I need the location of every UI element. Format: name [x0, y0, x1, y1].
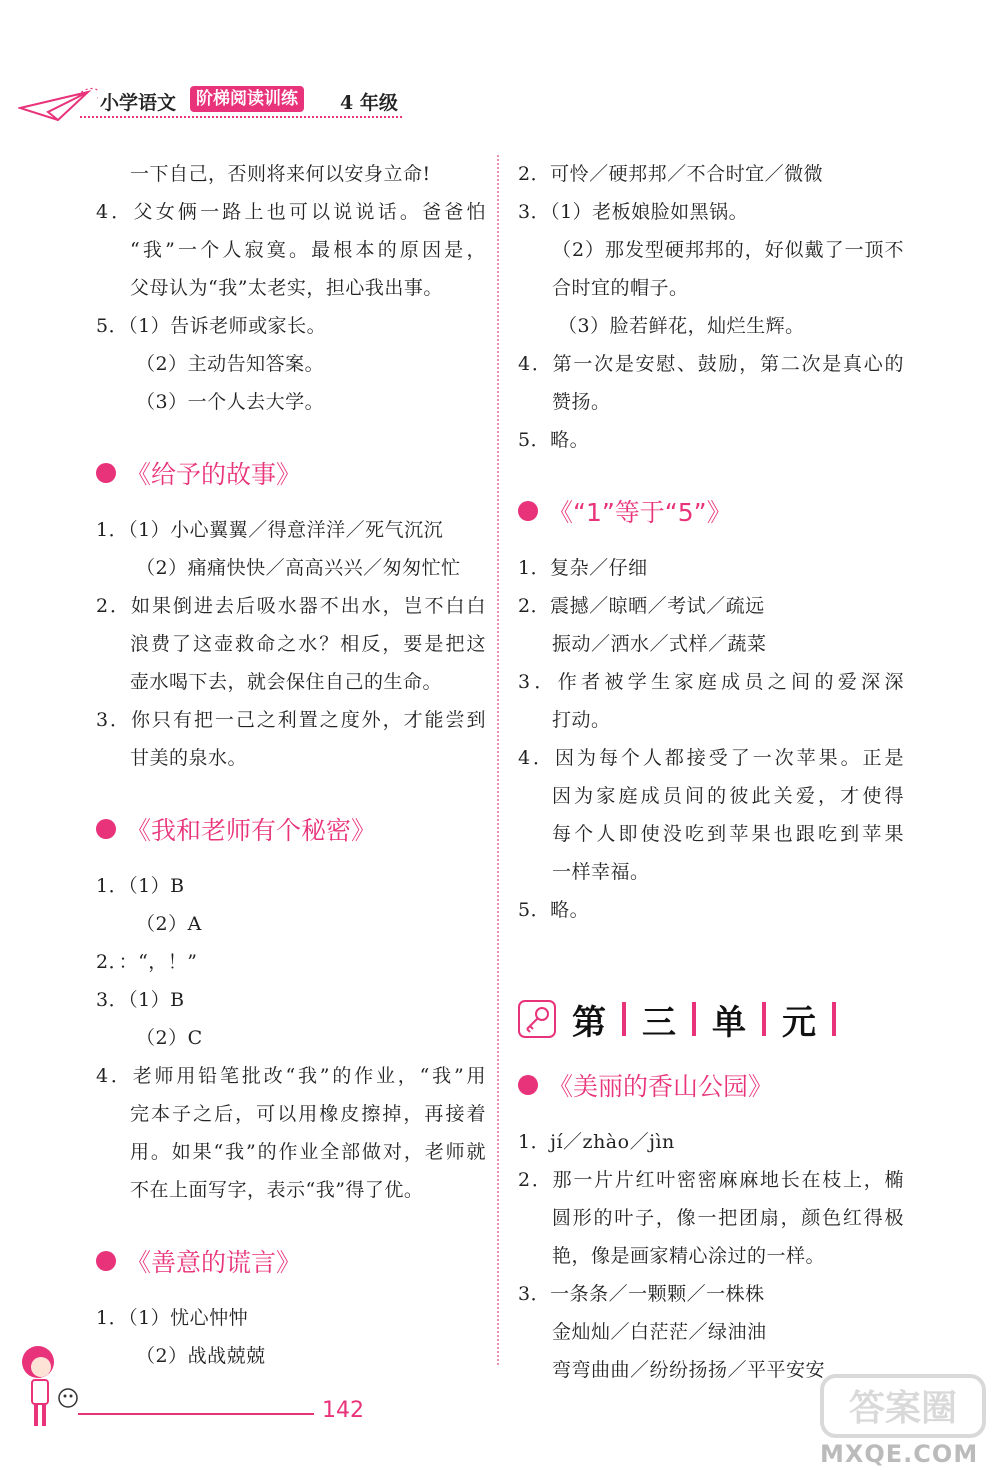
text-line: （2）痛痛快快／高高兴兴／匆匆忙忙 — [136, 557, 461, 579]
section-title: 《我和老师有个秘密》 — [126, 816, 377, 845]
bullet-dot-icon — [518, 1075, 538, 1095]
text-line: 1．（1）小心翼翼／得意洋洋／死气沉沉 — [96, 519, 444, 541]
bullet-dot-icon — [96, 463, 116, 483]
text-line: （3）一个人去大学。 — [136, 391, 325, 413]
text-line: （2）战战兢兢 — [136, 1345, 266, 1367]
key-icon — [518, 1000, 556, 1038]
text-line: （2）主动告知答案。 — [136, 353, 325, 375]
text-line: 1．（1）忧心忡忡 — [96, 1307, 249, 1329]
section-heading — [96, 1233, 486, 1289]
page-number: 142 — [322, 1398, 364, 1423]
text-line: 壶水喝下去，就会保住自己的生命。 — [130, 671, 443, 693]
text-line: 3．（1）B — [96, 989, 185, 1011]
text-line: 打动。 — [552, 709, 611, 731]
section-title: 《“1”等于“5”》 — [548, 498, 732, 527]
text-line: 1．jí／zhào／jìn — [518, 1131, 675, 1153]
text-line: 不在上面写字，表示“我”得了优。 — [130, 1179, 424, 1201]
text-line: 4．父女俩一路上也可以说说话。爸爸怕 — [96, 201, 486, 223]
text-line: 浪费了这壶救命之水？相反，要是把这 — [130, 633, 486, 655]
section-title: 《美丽的香山公园》 — [548, 1072, 774, 1101]
text-line: 一样幸福。 — [552, 861, 650, 883]
unit-char: 三 — [642, 1002, 676, 1043]
girl-illustration-icon — [10, 1340, 90, 1440]
text-line: 3．作者被学生家庭成员之间的爱深深 — [518, 671, 904, 693]
left-column — [96, 155, 486, 1375]
text-line: 父母认为“我”太老实，担心我出事。 — [130, 277, 443, 299]
text-line: 3．你只有把一己之利置之度外，才能尝到 — [96, 709, 486, 731]
text-line: 每个人即使没吃到苹果也跟吃到苹果 — [552, 823, 904, 845]
text-line: 甘美的泉水。 — [130, 747, 248, 769]
text-line: 2．如果倒进去后吸水器不出水，岂不白白 — [96, 595, 486, 617]
text-line: 因为家庭成员间的彼此关爱，才使得 — [552, 785, 904, 807]
text-line: 赞扬。 — [552, 391, 611, 413]
svg-text:答案圈: 答案圈 — [848, 1388, 958, 1429]
text-line: 用。如果“我”的作业全部做对，老师就 — [130, 1141, 486, 1163]
header-series-badge: 阶梯阅读训练 — [190, 86, 304, 112]
unit-heading — [518, 987, 904, 1051]
section-heading — [96, 445, 486, 501]
text-line: 4．老师用铅笔批改“我”的作业，“我”用 — [96, 1065, 486, 1087]
text-line: （2）A — [136, 913, 202, 935]
header-divider — [80, 116, 402, 118]
header-subject: 小学语文 — [100, 92, 177, 114]
paper-plane-icon — [18, 86, 98, 126]
text-line: 2．：“，！” — [96, 951, 198, 973]
text-line: 4．因为每个人都接受了一次苹果。正是 — [518, 747, 904, 769]
text-line: 振动／洒水／式样／蔬菜 — [552, 633, 767, 655]
section-title: 《善意的谎言》 — [126, 1248, 302, 1277]
section-heading — [518, 483, 904, 539]
unit-char: 第 — [572, 1002, 606, 1043]
section-heading — [96, 801, 486, 857]
unit-char: 单 — [712, 1002, 746, 1043]
text-line: 合时宜的帽子。 — [552, 277, 689, 299]
text-line: 4．第一次是安慰、鼓励，第二次是真心的 — [518, 353, 904, 375]
unit-separator — [762, 1002, 766, 1036]
text-line: （3）脸若鲜花，灿烂生辉。 — [558, 315, 805, 337]
text-line: 弯弯曲曲／纷纷扬扬／平平安安 — [552, 1359, 826, 1381]
text-line: 5．略。 — [518, 429, 590, 451]
text-line: 艳，像是画家精心涂过的一样。 — [552, 1245, 826, 1267]
unit-char: 元 — [782, 1002, 816, 1043]
right-column — [518, 155, 904, 1389]
section-heading — [518, 1057, 904, 1113]
section-title: 《给予的故事》 — [126, 460, 302, 489]
column-divider — [497, 155, 499, 1365]
unit-separator — [832, 1002, 836, 1036]
text-line: “我”一个人寂寞。最根本的原因是， — [130, 239, 486, 261]
text-line: （2）C — [136, 1027, 203, 1049]
text-line: 2．可怜／硬邦邦／不合时宜／微微 — [518, 163, 824, 185]
text-line: 5．略。 — [518, 899, 590, 921]
header-grade: 4 年级 — [340, 92, 398, 114]
watermark-text: MXQE.COM — [820, 1440, 979, 1468]
unit-separator — [622, 1002, 626, 1036]
text-line: 5．（1）告诉老师或家长。 — [96, 315, 327, 337]
text-line: 3．（1）老板娘脸如黑锅。 — [518, 201, 749, 223]
bullet-dot-icon — [96, 819, 116, 839]
bullet-dot-icon — [96, 1251, 116, 1271]
unit-separator — [692, 1002, 696, 1036]
bullet-dot-icon — [518, 501, 538, 521]
text-line: 一下自己，否则将来何以安身立命! — [130, 163, 431, 185]
text-line: （2）那发型硬邦邦的，好似戴了一顶不 — [552, 239, 904, 261]
text-line: 金灿灿／白茫茫／绿油油 — [552, 1321, 767, 1343]
text-line: 1．（1）B — [96, 875, 185, 897]
text-line: 圆形的叶子，像一把团扇，颜色红得极 — [552, 1207, 904, 1229]
text-line: 2．那一片片红叶密密麻麻地长在枝上，椭 — [518, 1169, 904, 1191]
text-line: 3．一条条／一颗颗／一株株 — [518, 1283, 765, 1305]
text-line: 完本子之后，可以用橡皮擦掉，再接着 — [130, 1103, 486, 1125]
text-line: 2．震撼／晾晒／考试／疏远 — [518, 595, 765, 617]
text-line: 1．复杂／仔细 — [518, 557, 648, 579]
footer-rule — [78, 1413, 314, 1415]
